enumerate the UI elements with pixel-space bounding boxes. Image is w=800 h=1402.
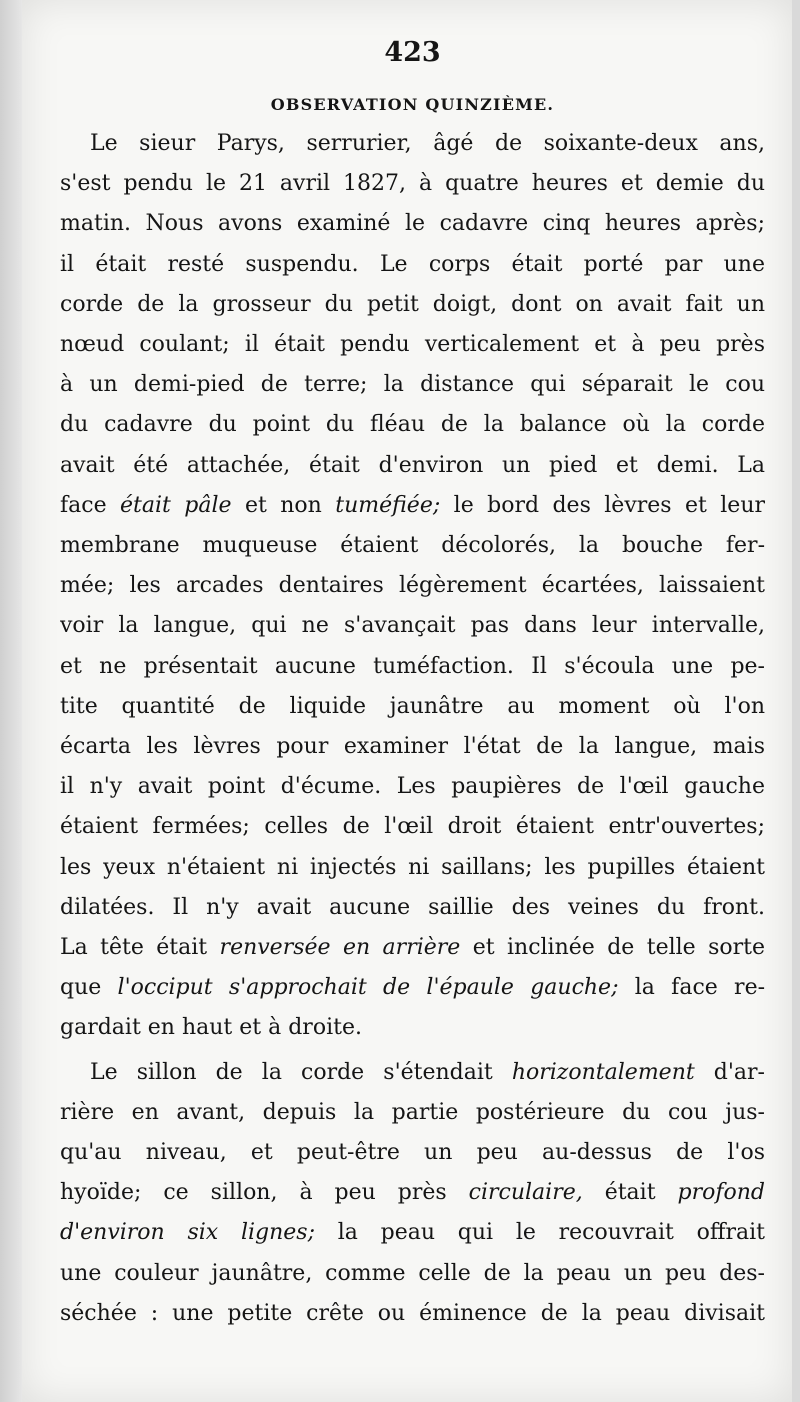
- text-line: voir la langue, qui ne s'avançait pas dans leur intervalle,: [60, 613, 765, 639]
- italic-run: renversée en arrière: [219, 935, 461, 961]
- italic-run: horizontalement: [511, 1059, 695, 1085]
- text-line: du cadavre du point du fléau de la balance où la corde: [60, 412, 765, 438]
- page-gutter: [0, 0, 22, 1402]
- text-line: dilatées. Il n'y avait aucune saillie des veines du front.: [60, 894, 765, 920]
- text-run: La tête était: [60, 935, 220, 961]
- text-line: les yeux n'étaient ni injectés ni saillans; les pupilles étaient: [60, 854, 765, 880]
- text-line-mixed: [60, 1053, 765, 1093]
- text-run: que: [60, 975, 118, 1001]
- text-line: s'est pendu le 21 avril 1827, à quatre heures et demie du: [60, 171, 765, 197]
- page-content: [60, 34, 765, 1334]
- text-line: une couleur jaunâtre, comme celle de la peau un peu des-: [60, 1260, 765, 1286]
- text-line-mixed: [60, 1173, 765, 1213]
- text-line-mixed: [60, 928, 765, 968]
- book-page: [22, 0, 792, 1402]
- text-run: le bord des lèvres et leur: [440, 492, 765, 518]
- text-run: d'ar-: [694, 1059, 765, 1085]
- text-line: avait été attachée, était d'environ un pied et demi. La: [60, 452, 765, 478]
- text-line-mixed: [60, 1213, 765, 1253]
- text-run: hyoïde; ce sillon, à peu près: [60, 1180, 469, 1206]
- text-line: matin. Nous avons examiné le cadavre cinq heures après;: [60, 211, 765, 237]
- text-line: écarta les lèvres pour examiner l'état de la langue, mais: [60, 734, 765, 760]
- section-heading: OBSERVATION QUINZIÈME.: [270, 95, 555, 114]
- text-line: tite quantité de liquide jaunâtre au moment où l'on: [60, 693, 765, 719]
- text-line: corde de la grosseur du petit doigt, dont on avait fait un: [60, 291, 765, 317]
- text-line: il n'y avait point d'écume. Les paupières de l'œil gauche: [60, 774, 765, 800]
- text-run: la peau qui le recouvrait offrait: [315, 1220, 765, 1246]
- paragraph-2: [60, 1053, 765, 1334]
- text-line: mée; les arcades dentaires légèrement écartées, laissaient: [60, 573, 765, 599]
- text-run: et non: [231, 492, 336, 518]
- text-line: séchée : une petite crête ou éminence de la peau divisait: [60, 1300, 765, 1326]
- italic-run: circulaire,: [468, 1180, 583, 1206]
- text-run: était: [582, 1180, 678, 1206]
- italic-run: l'occiput s'approchait de l'épaule gauche;: [117, 975, 619, 1001]
- text-run: face: [60, 492, 121, 518]
- text-line: nœud coulant; il était pendu verticalement et à peu près: [60, 332, 765, 358]
- text-line: et ne présentait aucune tuméfaction. Il s'écoula une pe-: [60, 653, 765, 679]
- text-run: Le sillon de la corde s'étendait: [90, 1059, 512, 1085]
- text-run: et inclinée de telle sorte: [460, 935, 765, 961]
- text-line: étaient fermées; celles de l'œil droit étaient entr'ouvertes;: [60, 814, 765, 840]
- text-line: à un demi-pied de terre; la distance qui séparait le cou: [60, 372, 765, 398]
- page-number: 423: [384, 37, 441, 68]
- italic-run: profond: [677, 1180, 765, 1206]
- text-line: il était resté suspendu. Le corps était porté par une: [60, 251, 765, 277]
- text-line: Le sieur Parys, serrurier, âgé de soixante-deux ans,: [90, 131, 765, 156]
- text-line: qu'au niveau, et peut-être un peu au-dessus de l'os: [60, 1140, 765, 1166]
- italic-run: d'environ six lignes;: [60, 1220, 315, 1246]
- text-line-mixed: [60, 968, 765, 1008]
- italic-run: était pâle: [120, 492, 232, 518]
- paragraph-1: [60, 124, 765, 1049]
- text-line: membrane muqueuse étaient décolorés, la bouche fer-: [60, 533, 765, 559]
- text-run: la face re-: [618, 975, 765, 1001]
- text-line-mixed: [60, 486, 765, 526]
- italic-run: tuméfiée;: [335, 492, 441, 518]
- text-line: gardait en haut et à droite.: [60, 1015, 362, 1041]
- text-line: rière en avant, depuis la partie postérieure du cou jus-: [60, 1099, 765, 1125]
